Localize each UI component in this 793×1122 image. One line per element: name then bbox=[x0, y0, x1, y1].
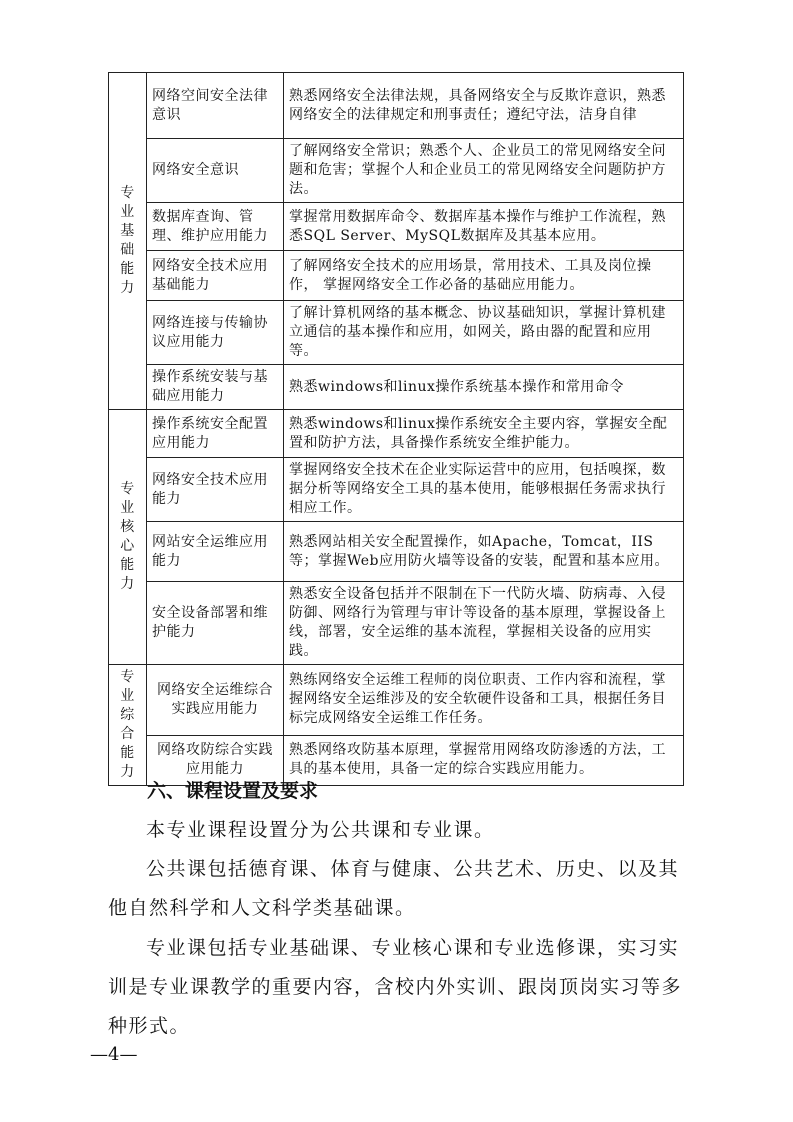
ability-item: 网络安全运维综合实践应用能力 bbox=[147, 665, 284, 736]
table-row bbox=[109, 665, 684, 736]
section-heading: 六、课程设置及要求 bbox=[147, 780, 319, 802]
ability-item: 网络安全技术应用基础能力 bbox=[147, 251, 284, 301]
ability-desc: 了解计算机网络的基本概念、协议基础知识，掌握计算机建立通信的基本操作和应用，如网关，路由器的配置和应用等。 bbox=[284, 301, 684, 365]
ability-item: 网络安全技术应用能力 bbox=[147, 458, 284, 522]
ability-item: 操作系统安全配置应用能力 bbox=[147, 410, 284, 458]
table-row bbox=[109, 251, 684, 301]
ability-desc: 了解网络安全常识；熟悉个人、企业员工的常见网络安全问题和危害；掌握个人和企业员工的常见网络安全问题防护方法。 bbox=[284, 139, 684, 203]
table-row bbox=[109, 365, 684, 410]
ability-item: 网络连接与传输协议应用能力 bbox=[147, 301, 284, 365]
ability-table bbox=[108, 72, 684, 786]
ability-item: 安全设备部署和维护能力 bbox=[147, 582, 284, 665]
category-cell-professional-comprehensive bbox=[109, 665, 147, 786]
paragraph-course-overview: 本专业课程设置分为公共课和专业课。 bbox=[146, 819, 495, 841]
table-row bbox=[109, 73, 684, 139]
category-label: 专 业 基 础 能力 bbox=[120, 185, 135, 296]
ability-desc: 熟悉windows和linux操作系统安全主要内容，掌握安全配置和防护方法，具备操作系统安全维护能力。 bbox=[284, 410, 684, 458]
table-row bbox=[109, 139, 684, 203]
paragraph-professional-courses: 专业课包括专业基础课、专业核心课和专业选修课，实习实训是专业课教学的重要内容，含校内外实训、跟岗顶岗实习等多种形式。 bbox=[108, 937, 683, 1037]
ability-desc: 熟悉网络安全法律法规，具备网络安全与反欺诈意识，熟悉网络安全的法律规定和刑事责任；遵纪守法，洁身自律 bbox=[284, 73, 684, 139]
ability-item: 数据库查询、管理、维护应用能力 bbox=[147, 203, 284, 251]
ability-desc: 熟悉网站相关安全配置操作，如Apache，Tomcat，IIS等；掌握Web应用防火墙等设备的安装，配置和基本应用。 bbox=[284, 522, 684, 582]
page-number: —4— bbox=[90, 1044, 138, 1065]
ability-desc: 掌握网络安全技术在企业实际运营中的应用，包括嗅探，数据分析等网络安全工具的基本使用，能够根据任务需求执行相应工作。 bbox=[284, 458, 684, 522]
category-cell-professional-core bbox=[109, 410, 147, 665]
ability-desc: 熟悉网络攻防基本原理，掌握常用网络攻防渗透的方法，工具的基本使用，具备一定的综合实践应用能力。 bbox=[284, 735, 684, 785]
ability-desc: 熟悉安全设备包括并不限制在下一代防火墙、防病毒、入侵防御、网络行为管理与审计等设备的基本原理，掌握设备上线，部署，安全运维的基本流程，掌握相关设备的应用实践。 bbox=[284, 582, 684, 665]
category-label: 专业 综合 能力 bbox=[120, 669, 135, 780]
table-row bbox=[109, 458, 684, 522]
category-cell-professional-basic bbox=[109, 73, 147, 410]
category-label: 专业 核心 能力 bbox=[120, 481, 135, 592]
ability-item: 操作系统安装与基础应用能力 bbox=[147, 365, 284, 410]
ability-desc: 熟悉windows和linux操作系统基本操作和常用命令 bbox=[284, 365, 684, 410]
table-row bbox=[109, 301, 684, 365]
ability-item: 网站安全运维应用能力 bbox=[147, 522, 284, 582]
ability-item: 网络安全意识 bbox=[147, 139, 284, 203]
ability-desc: 了解网络安全技术的应用场景，常用技术、工具及岗位操作， 掌握网络安全工作必备的基础应用能力。 bbox=[284, 251, 684, 301]
table-row bbox=[109, 522, 684, 582]
ability-desc: 掌握常用数据库命令、数据库基本操作与维护工作流程，熟悉SQL Server、MySQL数据库及其基本应用。 bbox=[284, 203, 684, 251]
table-row bbox=[109, 410, 684, 458]
table-row bbox=[109, 582, 684, 665]
ability-desc: 熟练网络安全运维工程师的岗位职责、工作内容和流程，掌握网络安全运维涉及的安全软硬件设备和工具，根据任务目标完成网络安全运维工作任务。 bbox=[284, 665, 684, 736]
paragraph-public-courses: 公共课包括德育课、体育与健康、公共艺术、历史、以及其他自然科学和人文科学类基础课。 bbox=[108, 858, 680, 919]
ability-item: 网络空间安全法律意识 bbox=[147, 73, 284, 139]
ability-item: 网络攻防综合实践应用能力 bbox=[147, 735, 284, 785]
table-row bbox=[109, 203, 684, 251]
